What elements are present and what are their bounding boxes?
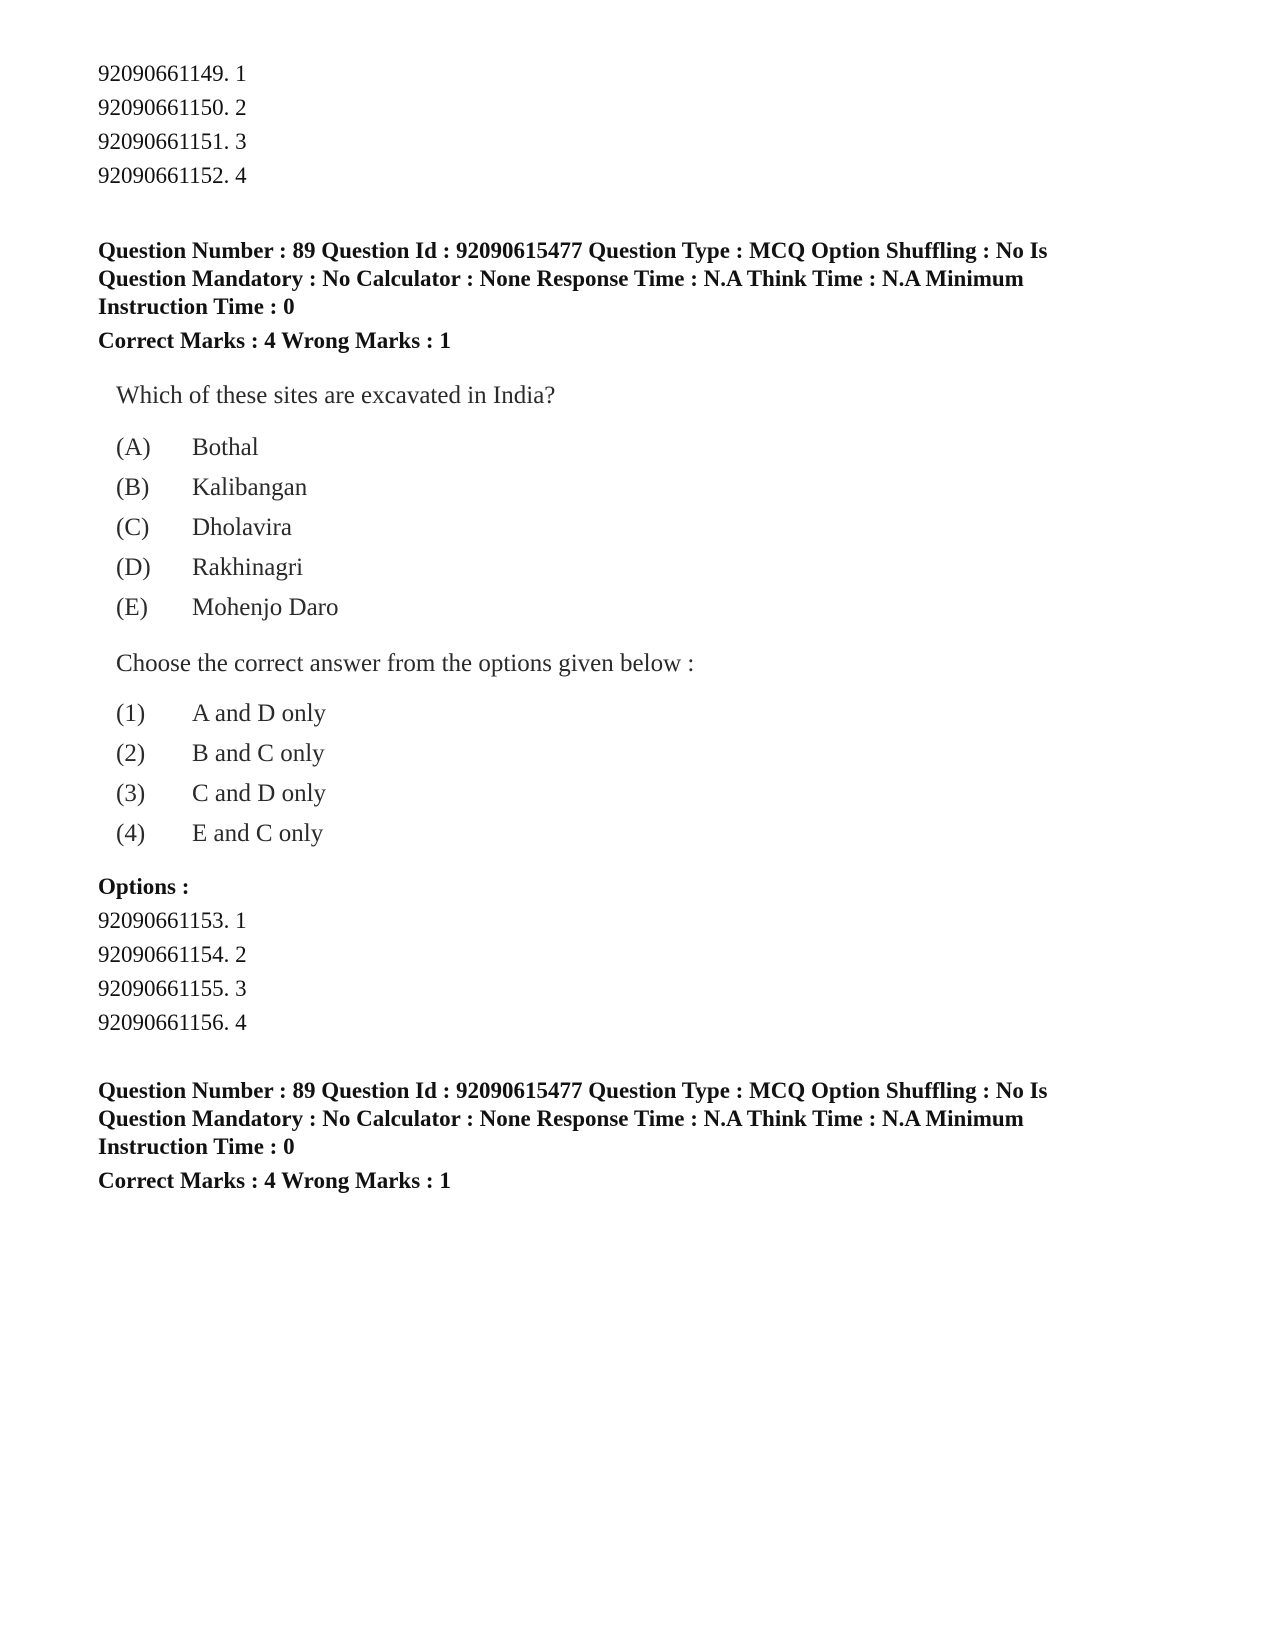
option-id-line: 92090661154. 2 [98, 942, 247, 967]
options-heading: Options : [98, 874, 190, 899]
choice-text: Mohenjo Daro [192, 594, 339, 621]
marks-line: Correct Marks : 4 Wrong Marks : 1 [98, 328, 451, 353]
choice-label: (E) [116, 594, 148, 621]
meta-line: Question Number : 89 Question Id : 92090615477 Question Type : MCQ Option Shuffling : No Is [98, 238, 1048, 263]
answer-instruction: Choose the correct answer from the options given below : [116, 650, 695, 677]
choice-label: (C) [116, 514, 150, 541]
option-id-line: 92090661149. 1 [98, 61, 247, 86]
option-id-line: 92090661155. 3 [98, 976, 247, 1001]
answer-item [116, 774, 816, 814]
answer-item [116, 734, 816, 774]
answer-label: (2) [116, 740, 146, 767]
answer-text: C and D only [192, 780, 327, 807]
meta-line: Instruction Time : 0 [98, 1134, 295, 1159]
choice-list [116, 428, 816, 628]
choice-text: Kalibangan [192, 474, 308, 501]
option-id-line: 92090661156. 4 [98, 1010, 247, 1035]
choice-item [116, 468, 816, 508]
answer-text: B and C only [192, 740, 325, 767]
choice-label: (B) [116, 474, 150, 501]
option-id-line: 92090661150. 2 [98, 95, 247, 120]
marks-line: Correct Marks : 4 Wrong Marks : 1 [98, 1168, 451, 1193]
answer-label: (1) [116, 700, 146, 727]
options-list [98, 904, 247, 1040]
answer-label: (4) [116, 820, 146, 847]
meta-line: Question Mandatory : No Calculator : None Response Time : N.A Think Time : N.A Minimum [98, 266, 1024, 291]
choice-item [116, 508, 816, 548]
answer-text: A and D only [192, 700, 327, 727]
option-id-line: 92090661153. 1 [98, 908, 247, 933]
previous-options-list [98, 57, 247, 193]
choice-item [116, 428, 816, 468]
choice-text: Bothal [192, 434, 259, 461]
meta-line: Question Mandatory : No Calculator : None Response Time : N.A Think Time : N.A Minimum [98, 1106, 1024, 1131]
option-id-line: 92090661151. 3 [98, 129, 247, 154]
meta-line: Question Number : 89 Question Id : 92090615477 Question Type : MCQ Option Shuffling : No Is [98, 1078, 1048, 1103]
answer-item [116, 694, 816, 734]
answer-list [116, 694, 816, 854]
answer-label: (3) [116, 780, 146, 807]
question-meta [98, 1077, 1198, 1161]
choice-text: Dholavira [192, 514, 292, 541]
choice-text: Rakhinagri [192, 554, 304, 581]
choice-label: (D) [116, 554, 151, 581]
question-image [116, 378, 816, 854]
meta-line: Instruction Time : 0 [98, 294, 295, 319]
option-id-line: 92090661152. 4 [98, 163, 247, 188]
question-text: Which of these sites are excavated in India? [116, 382, 556, 409]
choice-item [116, 588, 816, 628]
choice-item [116, 548, 816, 588]
answer-item [116, 814, 816, 854]
question-meta [98, 237, 1198, 321]
choice-label: (A) [116, 434, 151, 461]
answer-text: E and C only [192, 820, 324, 847]
